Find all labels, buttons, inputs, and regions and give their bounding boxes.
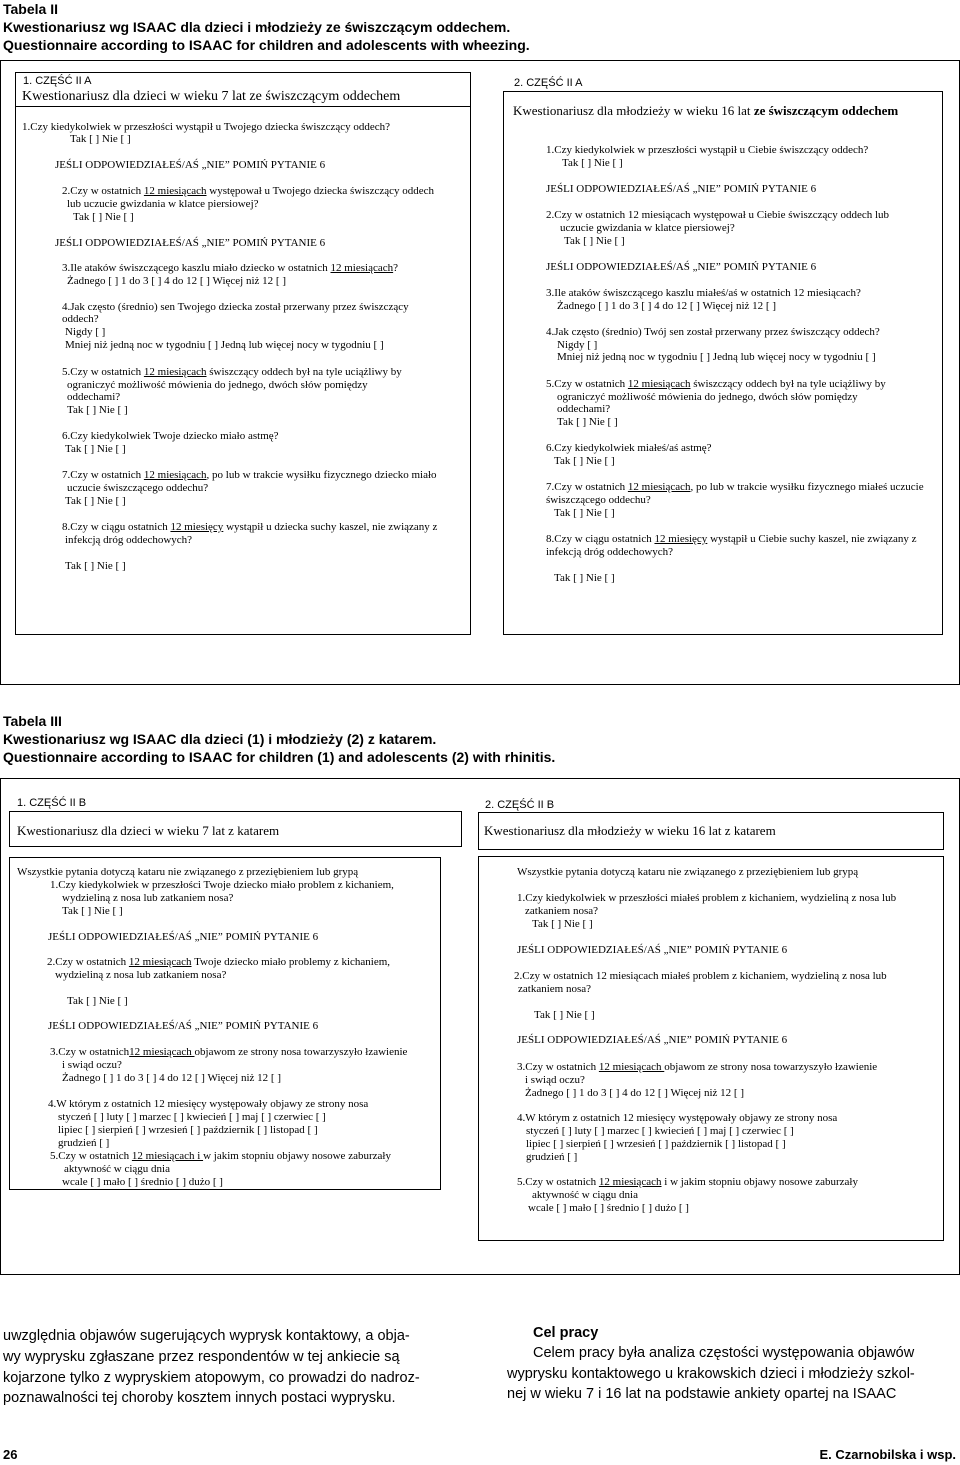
t2r-q3: 3.Ile ataków świszczącego kaszlu miałeś/aś w ostatnich 12 miesiącach? bbox=[546, 287, 861, 299]
t2r-q3-answer: Żadnego [ ] 1 do 3 [ ] 4 do 12 [ ] Więcej niż 12 [ ] bbox=[557, 300, 776, 312]
t2r-q2: 2.Czy w ostatnich 12 miesiącach występował u Ciebie świszczący oddech lub bbox=[546, 209, 890, 221]
t2l-q7: 7.Czy w ostatnich 12 miesiącach, po lub w trakcie wysiłku fizycznego dziecko miało bbox=[62, 469, 437, 481]
t3r-q1-cont: zatkaniem nosa? bbox=[525, 905, 598, 917]
section-heading-cel-pracy: Cel pracy bbox=[533, 1325, 599, 1341]
body-left-line1: uwzględnia objawów sugerujących wyprysk kontaktowy, a obja- bbox=[3, 1328, 410, 1344]
t3l-q3: 3.Czy w ostatnich12 miesiącach objawom ze strony nosa towarzyszyło łzawienie bbox=[50, 1046, 408, 1058]
t2l-q1-answer: Tak [ ] Nie [ ] bbox=[70, 133, 131, 145]
t3l-q4: 4.W którym z ostatnich 12 miesięcy występowały objawy ze strony nosa bbox=[48, 1098, 369, 1110]
t2r-q7: 7.Czy w ostatnich 12 miesiącach, po lub w trakcie wysiłku fizycznego miałeś uczucie bbox=[546, 481, 924, 493]
t3l-q4-months3: grudzień [ ] bbox=[58, 1137, 110, 1149]
t2r-q1-answer: Tak [ ] Nie [ ] bbox=[562, 157, 623, 169]
t2l-q4: 4.Jak często (średnio) sen Twojego dziecka został przerwany przez świszczący bbox=[62, 301, 409, 313]
t3-left-heading: Kwestionariusz dla dzieci w wieku 7 lat z katarem bbox=[17, 823, 280, 838]
t2r-q8-cont: infekcją dróg oddechowych? bbox=[546, 546, 674, 558]
page-number: 26 bbox=[3, 1447, 18, 1462]
t3l-q5-answer: wcale [ ] mało [ ] średnio [ ] dużo [ ] bbox=[62, 1176, 223, 1188]
t2l-skip2: JEŚLI ODPOWIEDZIAŁEŚ/AŚ „NIE” POMIŃ PYTANIE 6 bbox=[55, 237, 326, 249]
body-right-line1: Celem pracy była analiza częstości występowania objawów bbox=[533, 1345, 915, 1361]
t3l-intro: Wszystkie pytania dotyczą kataru nie związanego z przeziębieniem lub grypą bbox=[17, 866, 359, 878]
t3l-q3-cont: i swiąd oczu? bbox=[62, 1059, 122, 1071]
t3r-skip1: JEŚLI ODPOWIEDZIAŁEŚ/AŚ „NIE” POMIŃ PYTANIE 6 bbox=[517, 944, 788, 956]
t2r-q5: 5.Czy w ostatnich 12 miesiącach świszczący oddech był na tyle uciążliwy by bbox=[546, 378, 886, 390]
body-right-line3: nej w wieku 7 i 16 lat na podstawie ankiety opartej na ISAAC bbox=[507, 1386, 897, 1402]
table3-title: Tabela III bbox=[3, 713, 62, 729]
t2l-q6-answer: Tak [ ] Nie [ ] bbox=[65, 443, 126, 455]
t2l-q5-cont2: oddechami? bbox=[67, 391, 121, 403]
t3r-q5-cont: aktywność w ciągu dnia bbox=[532, 1189, 638, 1201]
t3r-q3-cont: i swiąd oczu? bbox=[525, 1074, 585, 1086]
t3-left-section: 1. CZĘŚĆ II B bbox=[17, 797, 87, 809]
body-left-line4: poznawalności tej choroby kosztem innych postaci wyprysku. bbox=[3, 1390, 396, 1406]
t2r-q4-never: Nigdy [ ] bbox=[557, 339, 598, 351]
t2r-skip1: JEŚLI ODPOWIEDZIAŁEŚ/AŚ „NIE” POMIŃ PYTANIE 6 bbox=[546, 183, 817, 195]
t2r-q5-cont: ograniczyć możliwość mówienia do jednego, dwóch słów pomiędzy bbox=[557, 391, 858, 403]
t2l-q4-answer: Mniej niż jedną noc w tygodniu [ ] Jedną lub więcej nocy w tygodniu [ ] bbox=[65, 339, 384, 351]
t3r-q3-answer: Żadnego [ ] 1 do 3 [ ] 4 do 12 [ ] Więcej niż 12 [ ] bbox=[525, 1087, 744, 1099]
t2-left-section: 1. CZĘŚĆ II A bbox=[23, 75, 92, 87]
table3-title-en: Questionnaire according to ISAAC for children (1) and adolescents (2) with rhinitis. bbox=[3, 749, 556, 765]
body-right-line2: wyprysku kontaktowego u krakowskich dzieci i młodzieży szkol- bbox=[507, 1366, 915, 1382]
t3r-q2: 2.Czy w ostatnich 12 miesiącach miałeś problem z kichaniem, wydzieliną z nosa lub bbox=[514, 970, 887, 982]
t2r-q4-answer: Mniej niż jedną noc w tygodniu [ ] Jedną lub więcej nocy w tygodniu [ ] bbox=[557, 351, 876, 363]
t2r-q1: 1.Czy kiedykolwiek w przeszłości wystąpił u Ciebie świszczący oddech? bbox=[546, 144, 869, 156]
table2-title: Tabela II bbox=[3, 1, 58, 17]
t2r-q4: 4.Jak często (średnio) Twój sen został przerwany przez świszczący oddech? bbox=[546, 326, 880, 338]
t2l-skip1: JEŚLI ODPOWIEDZIAŁEŚ/AŚ „NIE” POMIŃ PYTANIE 6 bbox=[55, 159, 326, 171]
t2l-q8-cont: infekcją dróg oddechowych? bbox=[65, 534, 193, 546]
t2l-q4-never: Nigdy [ ] bbox=[65, 326, 106, 338]
t3r-q4-months1: styczeń [ ] luty [ ] marzec [ ] kwiecień [ ] maj [ ] czerwiec [ ] bbox=[526, 1125, 794, 1137]
t3r-q5: 5.Czy w ostatnich 12 miesiącach i w jakim stopniu objawy nosowe zaburzały bbox=[517, 1176, 858, 1188]
t3l-q1: 1.Czy kiedykolwiek w przeszłości Twoje dziecko miało problem z kichaniem, bbox=[50, 879, 394, 891]
t2l-q5: 5.Czy w ostatnich 12 miesiącach świszczący oddech był na tyle uciążliwy by bbox=[62, 366, 402, 378]
t2r-q8: 8.Czy w ciągu ostatnich 12 miesięcy wystąpił u Ciebie suchy kaszel, nie związany z bbox=[546, 533, 917, 545]
t2r-q8-answer: Tak [ ] Nie [ ] bbox=[554, 572, 615, 584]
t2-right-section: 2. CZĘŚĆ II A bbox=[514, 77, 583, 89]
t3-right-section: 2. CZĘŚĆ II B bbox=[485, 799, 555, 811]
table2-title-en: Questionnaire according to ISAAC for children and adolescents with wheezing. bbox=[3, 37, 530, 53]
t2l-q6: 6.Czy kiedykolwiek Twoje dziecko miało astmę? bbox=[62, 430, 279, 442]
t3l-skip1: JEŚLI ODPOWIEDZIAŁEŚ/AŚ „NIE” POMIŃ PYTANIE 6 bbox=[48, 931, 319, 943]
t3l-q4-months2: lipiec [ ] sierpień [ ] wrzesień [ ] październik [ ] listopad [ ] bbox=[58, 1124, 318, 1136]
t2r-skip2: JEŚLI ODPOWIEDZIAŁEŚ/AŚ „NIE” POMIŃ PYTANIE 6 bbox=[546, 261, 817, 273]
t2r-q6-answer: Tak [ ] Nie [ ] bbox=[554, 455, 615, 467]
t2l-q1: 1.Czy kiedykolwiek w przeszłości wystąpił u Twojego dziecka świszczący oddech? bbox=[22, 121, 391, 133]
t3r-q4: 4.W którym z ostatnich 12 miesięcy występowały objawy ze strony nosa bbox=[517, 1112, 838, 1124]
t2l-q5-cont: ograniczyć możliwość mówienia do jednego, dwóch słów pomiędzy bbox=[67, 379, 368, 391]
t2-left-heading: Kwestionariusz dla dzieci w wieku 7 lat ze świszczącym oddechem bbox=[22, 89, 401, 104]
t2r-q2-answer: Tak [ ] Nie [ ] bbox=[564, 235, 625, 247]
t2l-q8-answer: Tak [ ] Nie [ ] bbox=[65, 560, 126, 572]
t3r-q1-answer: Tak [ ] Nie [ ] bbox=[532, 918, 593, 930]
t3r-q5-answer: wcale [ ] mało [ ] średnio [ ] dużo [ ] bbox=[528, 1202, 689, 1214]
t2r-q5-cont2: oddechami? bbox=[557, 403, 611, 415]
t3r-skip2: JEŚLI ODPOWIEDZIAŁEŚ/AŚ „NIE” POMIŃ PYTANIE 6 bbox=[517, 1034, 788, 1046]
t2l-q2-answer: Tak [ ] Nie [ ] bbox=[73, 211, 134, 223]
t2r-q7-cont: świszczącego oddechu? bbox=[546, 494, 651, 506]
t2-right-heading: Kwestionariusz dla młodzieży w wieku 16 lat ze świszczącym oddechem bbox=[513, 103, 899, 118]
t3l-q5: 5.Czy w ostatnich 12 miesiącach i w jakim stopniu objawy nosowe zaburzały bbox=[50, 1150, 391, 1162]
t2r-q6: 6.Czy kiedykolwiek miałeś/aś astmę? bbox=[546, 442, 712, 454]
t3r-q3: 3.Czy w ostatnich 12 miesiącach objawom ze strony nosa towarzyszyło łzawienie bbox=[517, 1061, 878, 1073]
t3l-q1-cont: wydzieliną z nosa lub zatkaniem nosa? bbox=[62, 892, 234, 904]
t2l-q3: 3.Ile ataków świszczącego kaszlu miało dziecko w ostatnich 12 miesiącach? bbox=[62, 262, 399, 274]
t2l-q2: 2.Czy w ostatnich 12 miesiącach występował u Twojego dziecka świszczący oddech bbox=[62, 185, 435, 197]
t3l-q2: 2.Czy w ostatnich 12 miesiącach Twoje dziecko miało problemy z kichaniem, bbox=[47, 956, 391, 968]
t3r-intro: Wszystkie pytania dotyczą kataru nie związanego z przeziębieniem lub grypą bbox=[517, 866, 859, 878]
table3-title-pl: Kwestionariusz wg ISAAC dla dzieci (1) i młodzieży (2) z katarem. bbox=[3, 731, 437, 747]
t2l-q3-answer: Żadnego [ ] 1 do 3 [ ] 4 do 12 [ ] Więcej niż 12 [ ] bbox=[67, 275, 286, 287]
t3l-q5-cont: aktywność w ciągu dnia bbox=[64, 1163, 170, 1175]
t3r-q4-months2: lipiec [ ] sierpień [ ] wrzesień [ ] październik [ ] listopad [ ] bbox=[526, 1138, 786, 1150]
t2l-q4-cont: oddech? bbox=[62, 313, 99, 325]
t3l-q4-months1: styczeń [ ] luty [ ] marzec [ ] kwiecień [ ] maj [ ] czerwiec [ ] bbox=[58, 1111, 326, 1123]
t2l-q7-cont: uczucie świszczącego oddechu? bbox=[67, 482, 209, 494]
table2-title-pl: Kwestionariusz wg ISAAC dla dzieci i młodzieży ze świszczącym oddechem. bbox=[3, 19, 511, 35]
t3r-q1: 1.Czy kiedykolwiek w przeszłości miałeś problem z kichaniem, wydzieliną z nosa lub bbox=[517, 892, 897, 904]
body-left-line2: wy wyprysku zgłaszane przez respondentów w tej ankiecie są bbox=[3, 1349, 400, 1365]
t2r-q7-answer: Tak [ ] Nie [ ] bbox=[554, 507, 615, 519]
t3l-q2-cont: wydzieliną z nosa lub zatkaniem nosa? bbox=[55, 969, 227, 981]
t3r-q4-months3: grudzień [ ] bbox=[526, 1151, 578, 1163]
running-author: E. Czarnobilska i wsp. bbox=[819, 1447, 956, 1462]
t2l-q5-answer: Tak [ ] Nie [ ] bbox=[67, 404, 128, 416]
t2r-q5-answer: Tak [ ] Nie [ ] bbox=[557, 416, 618, 428]
t3l-skip2: JEŚLI ODPOWIEDZIAŁEŚ/AŚ „NIE” POMIŃ PYTANIE 6 bbox=[48, 1020, 319, 1032]
table2-left-divider bbox=[15, 106, 470, 107]
body-left-line3: kojarzone tylko z wypryskiem atopowym, co prowadzi do nadroz- bbox=[3, 1370, 420, 1386]
t3l-q2-answer: Tak [ ] Nie [ ] bbox=[67, 995, 128, 1007]
t3l-q3-answer: Żadnego [ ] 1 do 3 [ ] 4 do 12 [ ] Więcej niż 12 [ ] bbox=[62, 1072, 281, 1084]
t3-right-heading: Kwestionariusz dla młodzieży w wieku 16 lat z katarem bbox=[484, 823, 776, 838]
t2r-q2-cont: uczucie gwizdania w klatce piersiowej? bbox=[560, 222, 735, 234]
t2l-q2-cont: lub uczucie gwizdania w klatce piersiowej? bbox=[67, 198, 259, 210]
t3r-q2-cont: zatkaniem nosa? bbox=[518, 983, 591, 995]
t2l-q7-answer: Tak [ ] Nie [ ] bbox=[65, 495, 126, 507]
t3l-q1-answer: Tak [ ] Nie [ ] bbox=[62, 905, 123, 917]
t3r-q2-answer: Tak [ ] Nie [ ] bbox=[534, 1009, 595, 1021]
table2-left-panel bbox=[15, 72, 471, 635]
t2l-q8: 8.Czy w ciągu ostatnich 12 miesięcy wystąpił u dziecka suchy kaszel, nie związany z bbox=[62, 521, 438, 533]
